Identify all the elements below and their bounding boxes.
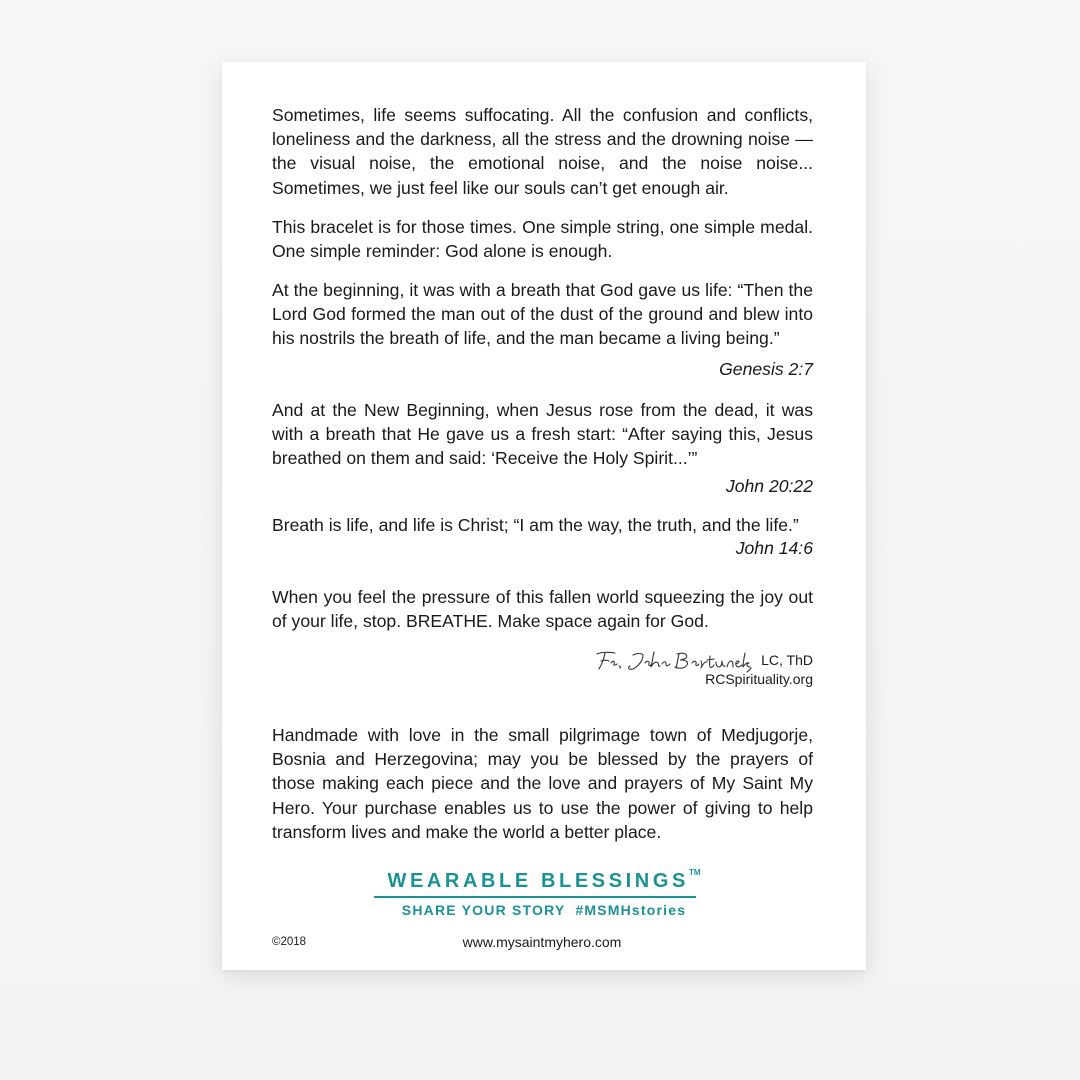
blessing-card — [222, 62, 866, 970]
brand-tagline: SHARE YOUR STORY #MSMHstories — [401, 902, 687, 918]
copyright-notice: ©2018 — [272, 936, 307, 948]
signature-website: RCSpirituality.org — [705, 671, 813, 687]
brand-title-text: WEARABLE BLESSINGS — [387, 870, 689, 892]
website-url: www.mysaintmyhero.com — [462, 934, 622, 950]
genesis-paragraph: At the beginning, it was with a breath that God gave us life: “Then the Lord God formed the man out of the dust of the ground and blew into his nostrils the breath of life, and the man became a living being.” — [272, 280, 813, 349]
intro-paragraph: Sometimes, life seems suffocating. All the confusion and conflicts, loneliness and the darkness, all the stress and the drowning noise —the visual noise, the emotional noise, and the noise noise... Sometimes, we just feel like our souls can’t get enough air. — [272, 105, 813, 198]
trademark-mark: TM — [688, 868, 701, 878]
bracelet-paragraph: This bracelet is for those times. One simple string, one simple medal. One simple reminder: God alone is enough. — [272, 217, 813, 262]
signature-credentials: LC, ThD — [761, 652, 813, 668]
brand-divider — [374, 896, 696, 898]
john-paragraph: And at the New Beginning, when Jesus rose from the dead, it was with a breath that He gave us a fresh start: “After saying this, Jesus breathed on them and said: ‘Receive the Holy Spirit...’” — [272, 400, 813, 469]
pressure-paragraph: When you feel the pressure of this fallen world squeezing the joy out of your life, stop. BREATHE. Make space again for God. — [272, 587, 813, 632]
handmade-paragraph: Handmade with love in the small pilgrimage town of Medjugorje, Bosnia and Herzegovina; may you be blessed by the prayers of those making each piece and the love and prayers of My Saint My Hero. Your purchase enables us to use the power of giving to help transform lives and make the world a better place. — [272, 725, 813, 842]
john-14-reference: John 14:6 — [735, 538, 813, 558]
breath-paragraph: Breath is life, and life is Christ; “I am the way, the truth, and the life.” — [272, 515, 799, 535]
genesis-reference: Genesis 2:7 — [719, 359, 813, 379]
brand-title — [222, 870, 866, 893]
john-20-reference: John 20:22 — [725, 476, 813, 496]
